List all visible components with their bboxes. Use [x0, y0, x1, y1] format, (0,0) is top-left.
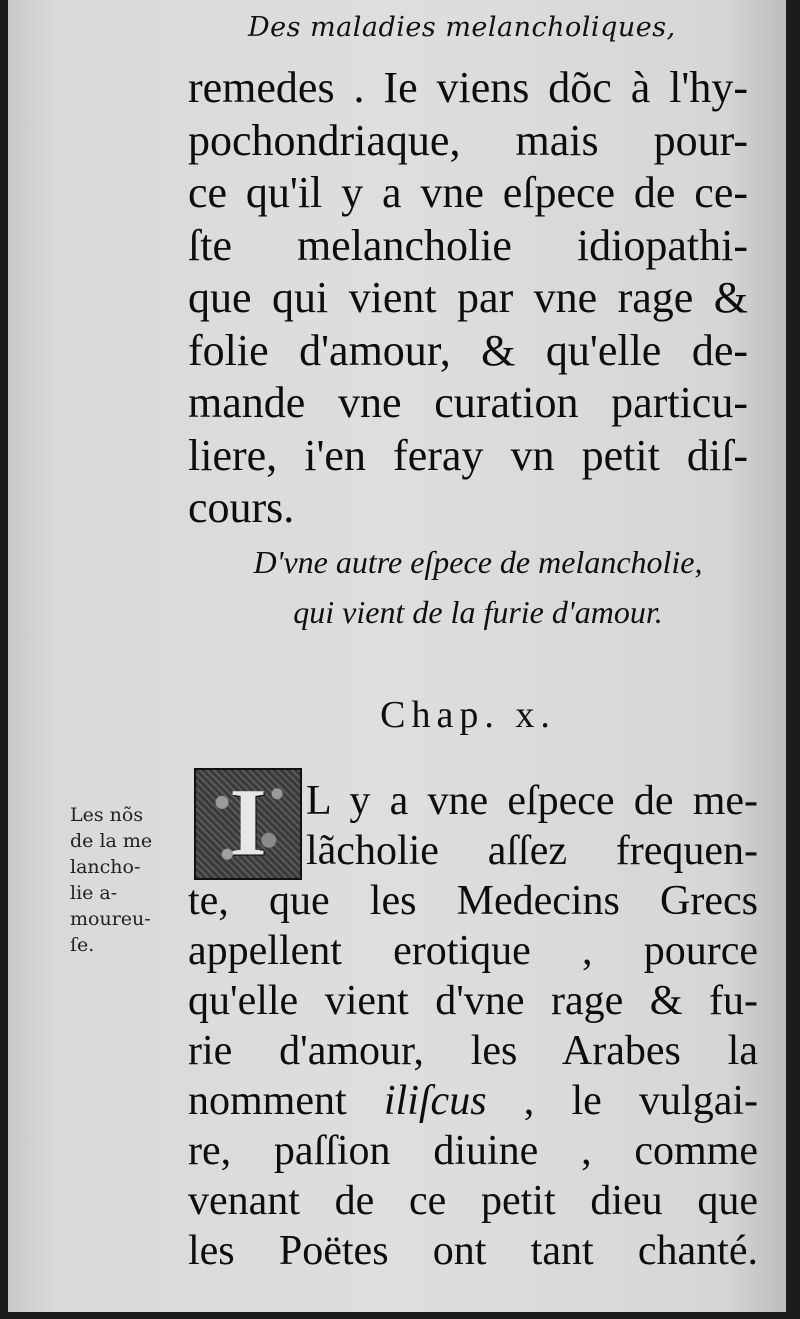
- text-line: remedes . Ie viens dõc à l'hy-: [188, 63, 748, 112]
- text-line: folie d'amour, & qu'elle de-: [188, 325, 748, 375]
- text-line: [188, 1076, 758, 1126]
- italic-term: iliſcus: [383, 1078, 487, 1124]
- text-line: te, que les Medecins Grecs: [188, 878, 758, 924]
- text-line: appellent erotique , pource: [188, 928, 758, 974]
- running-head: Des maladies melancholiques,: [248, 12, 676, 43]
- margin-note-line: moureu-: [70, 908, 151, 930]
- subheading-line: D'vne autre eſpece de melancholie,: [253, 544, 703, 580]
- book-page: [8, 0, 786, 1312]
- margin-note-line: lie a-: [70, 882, 118, 904]
- text-line: ce qu'il y a vne eſpece de ce-: [188, 168, 748, 217]
- text-line: lãcholie aſſez frequen-: [306, 828, 758, 874]
- text-line: mande vne curation particu-: [188, 378, 748, 427]
- text-line: cours.: [188, 483, 295, 532]
- margin-note-line: de la me: [70, 830, 153, 852]
- chapter-heading: Chap. x.: [380, 694, 556, 736]
- text-line: L y a vne eſpece de me-: [306, 778, 758, 824]
- margin-note: [70, 802, 188, 958]
- text-line: que qui vient par vne rage &: [188, 273, 748, 322]
- text-line: re, paſſion diuine , comme: [188, 1128, 758, 1174]
- top-text-block: [188, 62, 748, 535]
- text-line: liere, i'en feray vn petit diſ-: [188, 430, 748, 480]
- margin-note-line: ſe.: [70, 934, 95, 956]
- margin-note-line: lancho-: [70, 856, 141, 878]
- text-line: venant de ce petit dieu que: [188, 1178, 758, 1224]
- text-line: rie d'amour, les Arabes la: [188, 1028, 758, 1074]
- text-line: pochondriaque, mais pour-: [188, 115, 748, 165]
- subheading-line: qui vient de la furie d'amour.: [293, 594, 663, 630]
- text-fragment: , le vulgai-: [486, 1078, 758, 1124]
- margin-note-line: Les nõs: [70, 804, 144, 826]
- text-line: qu'elle vient d'vne rage & fu-: [188, 978, 758, 1024]
- text-line: ſte melancholie idiopathi-: [188, 220, 748, 270]
- initial-letter: I: [229, 768, 267, 876]
- chapter-body: [188, 776, 758, 1276]
- text-fragment: nomment: [188, 1078, 384, 1124]
- section-subheading: [188, 537, 768, 637]
- text-line: les Poëtes ont tant chanté.: [188, 1228, 758, 1274]
